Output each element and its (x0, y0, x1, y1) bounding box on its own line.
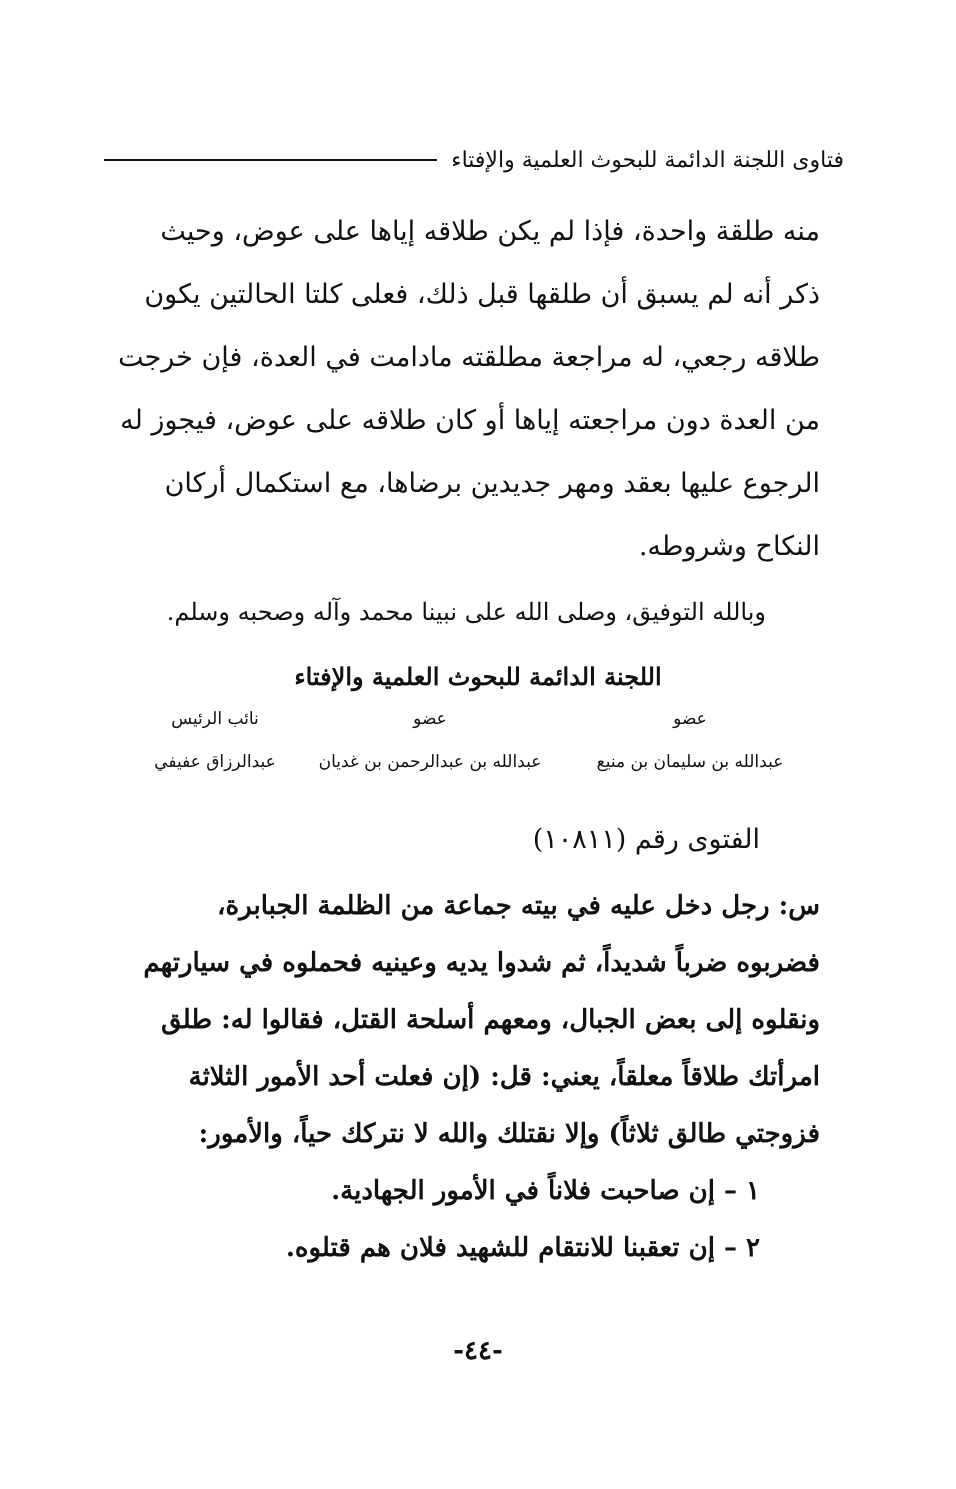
question-line: فضربوه ضرباً شديداً، ثم شدوا يديه وعينيه فحملوه في سيارتهم (143, 948, 820, 978)
header-rule (104, 159, 437, 161)
question-line: ونقلوه إلى بعض الجبال، ومعهم أسلحة القتل، فقالوا له: طلق (161, 1005, 820, 1035)
running-header-title: فتاوى اللجنة الدائمة للبحوث العلمية والإفتاء (451, 147, 844, 173)
signatory-role: عضو (413, 709, 447, 729)
signatory-roles (130, 702, 820, 736)
answer-line: من العدة دون مراجعته إياها أو كان طلاقه على عوض، فيجوز له (120, 405, 820, 436)
answer-line: منه طلقة واحدة، فإذا لم يكن طلاقه إياها على عوض، وحيث (160, 216, 820, 247)
answer-line: النكاح وشروطه. (638, 531, 820, 562)
answer-line: الرجوع عليها بعقد ومهر جديدين برضاها، مع استكمال أركان (164, 468, 820, 499)
answer-line: ذكر أنه لم يسبق أن طلقها قبل ذلك، فعلى كلتا الحالتين يكون (144, 279, 820, 310)
running-header (104, 140, 844, 180)
signatory-name: عبدالرزاق عفيفي (154, 752, 276, 772)
answer-line: طلاقه رجعي، له مراجعة مطلقته مادامت في العدة، فإن خرجت (118, 342, 820, 373)
signatory-names (130, 745, 820, 779)
question-item: ٢ – إن تعقبنا للانتقام للشهيد فلان هم قتلوه. (285, 1233, 760, 1263)
question-item: ١ – إن صاحبت فلاناً في الأمور الجهادية. (331, 1176, 760, 1206)
signatory-role: نائب الرئيس (171, 709, 259, 729)
question-line: فزوجتي طالق ثلاثاً) وإلا نقتلك والله لا نتركك حياً، والأمور: (198, 1119, 820, 1149)
signatory-name: عبدالله بن عبدالرحمن بن غديان (318, 752, 542, 772)
question-line: س: رجل دخل عليه في بيته جماعة من الظلمة الجبابرة، (217, 891, 820, 921)
committee-name: اللجنة الدائمة للبحوث العلمية والإفتاء (294, 662, 662, 691)
answer-paragraph (120, 200, 820, 578)
question-line: امرأتك طلاقاً معلقاً، يعني: قل: (إن فعلت أحد الأمور الثلاثة (188, 1062, 820, 1092)
fatwa-number: الفتوى رقم (١٠٨١١) (532, 824, 760, 855)
page-number: -٤٤- (453, 1336, 503, 1366)
question-block (100, 878, 820, 1277)
signatory-role: عضو (673, 709, 707, 729)
closing-prayer: وبالله التوفيق، وصلى الله على نبينا محمد وآله وصحبه وسلم. (166, 598, 766, 626)
signatory-name: عبدالله بن سليمان بن منيع (596, 752, 784, 772)
